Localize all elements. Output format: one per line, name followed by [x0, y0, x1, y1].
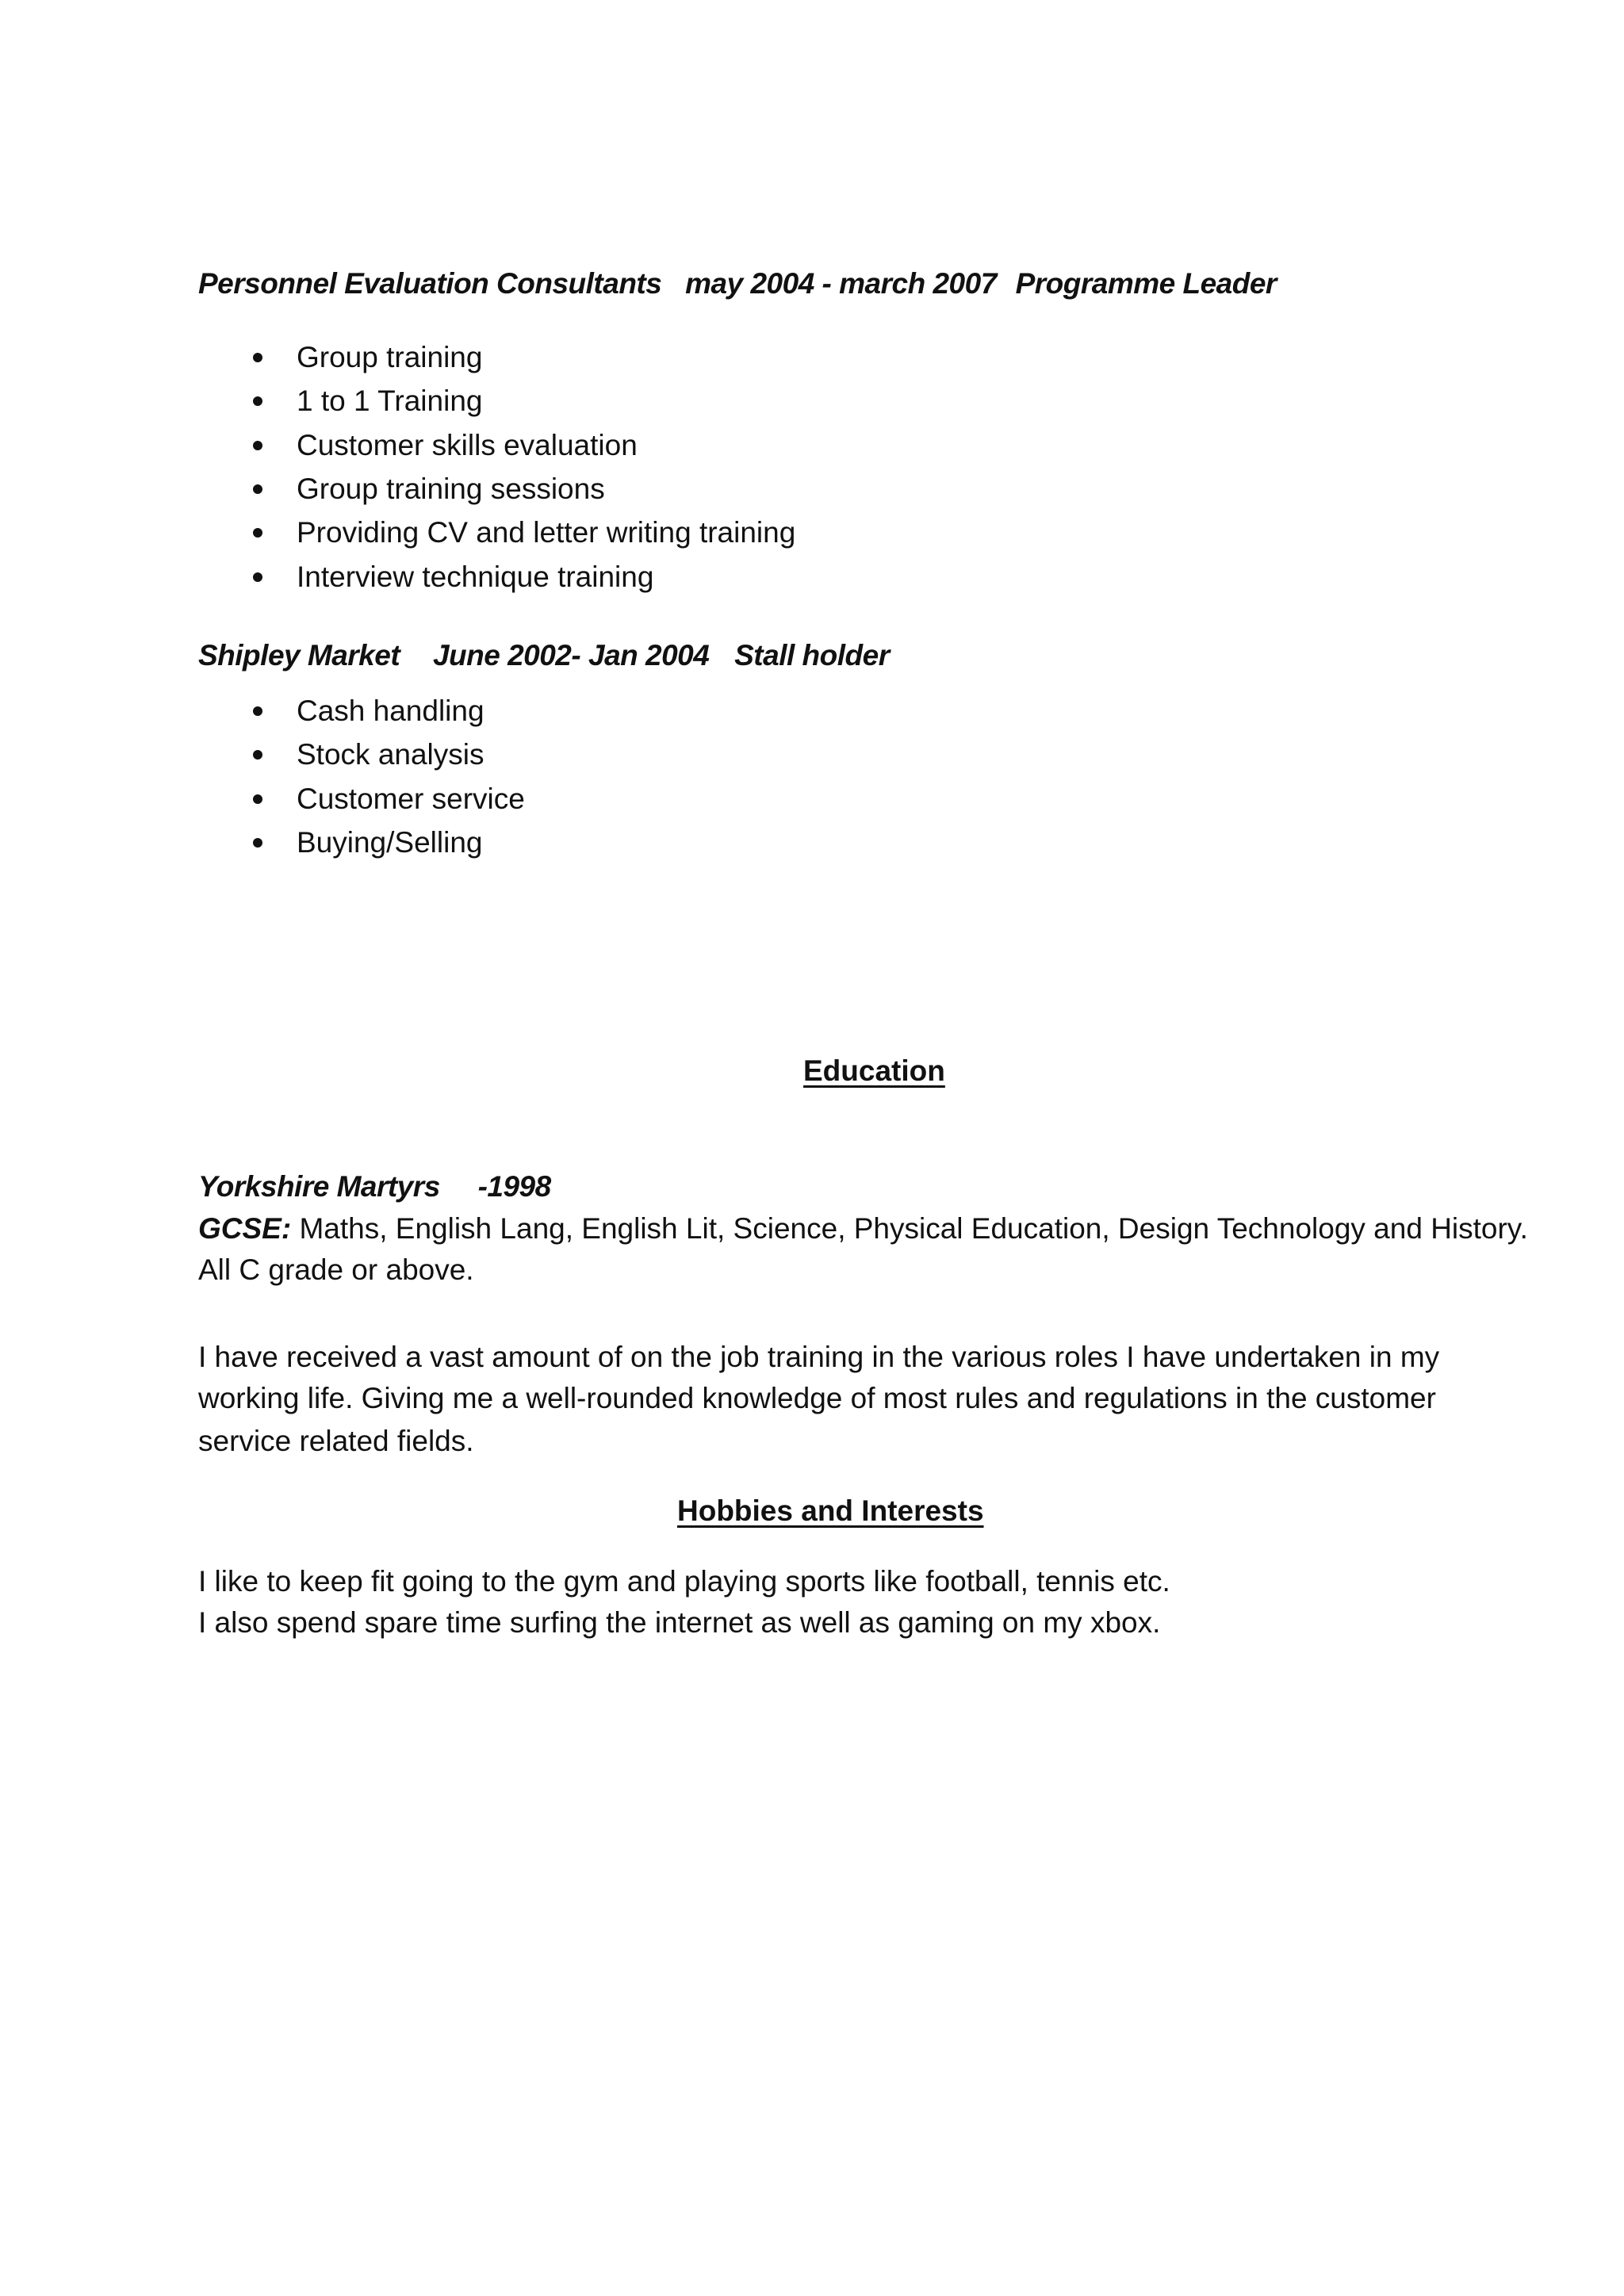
duty-text: Group training	[297, 341, 483, 373]
education-heading: Education	[803, 1054, 945, 1087]
hobbies-line: I also spend spare time surfing the internet as well as gaming on my xbox.	[198, 1606, 1161, 1639]
school-line	[198, 1169, 551, 1204]
job-employer: Shipley Market	[198, 639, 400, 672]
gcse-subjects: Maths, English Lang, English Lit, Science, Physical Education, Design Technology and History.	[299, 1212, 1528, 1245]
gcse-label: GCSE:	[198, 1212, 292, 1245]
training-paragraph-line: working life. Giving me a well-rounded knowledge of most rules and regulations in the customer	[198, 1382, 1436, 1414]
job-dates: may 2004 - march 2007	[685, 267, 997, 300]
duty-text: Providing CV and letter writing training	[297, 516, 796, 549]
job-role: Programme Leader	[1015, 267, 1277, 300]
duty-text: 1 to 1 Training	[297, 385, 483, 417]
job-heading-shipley-market	[198, 638, 890, 673]
gcse-line	[198, 1211, 1528, 1246]
duty-text: Cash handling	[297, 695, 485, 727]
duty-text: Customer skills evaluation	[297, 429, 638, 461]
training-paragraph-line: I have received a vast amount of on the job training in the various roles I have undertaken in my	[198, 1341, 1440, 1373]
duty-text: Interview technique training	[297, 561, 654, 593]
grade-note: All C grade or above.	[198, 1253, 474, 1286]
bullet-icon	[253, 706, 262, 716]
bullet-icon	[253, 441, 262, 450]
school-name: Yorkshire Martyrs	[198, 1170, 440, 1203]
duty-text: Group training sessions	[297, 473, 605, 505]
hobbies-heading: Hobbies and Interests	[677, 1494, 984, 1527]
school-year: -1998	[477, 1170, 551, 1203]
bullet-icon	[253, 838, 262, 848]
job-dates: June 2002- Jan 2004	[432, 639, 710, 672]
bullet-icon	[253, 353, 262, 362]
bullet-icon	[253, 794, 262, 804]
job-role: Stall holder	[734, 639, 890, 672]
job-heading-personnel-evaluation	[198, 266, 1277, 301]
duty-text: Customer service	[297, 783, 525, 815]
duty-text: Stock analysis	[297, 738, 485, 771]
bullet-icon	[253, 572, 262, 582]
training-paragraph-line: service related fields.	[198, 1425, 474, 1457]
job-employer: Personnel Evaluation Consultants	[198, 267, 662, 300]
hobbies-line: I like to keep fit going to the gym and playing sports like football, tennis etc.	[198, 1565, 1170, 1598]
duty-text: Buying/Selling	[297, 826, 483, 859]
bullet-icon	[253, 750, 262, 760]
bullet-icon	[253, 484, 262, 494]
bullet-icon	[253, 396, 262, 406]
bullet-icon	[253, 528, 262, 538]
